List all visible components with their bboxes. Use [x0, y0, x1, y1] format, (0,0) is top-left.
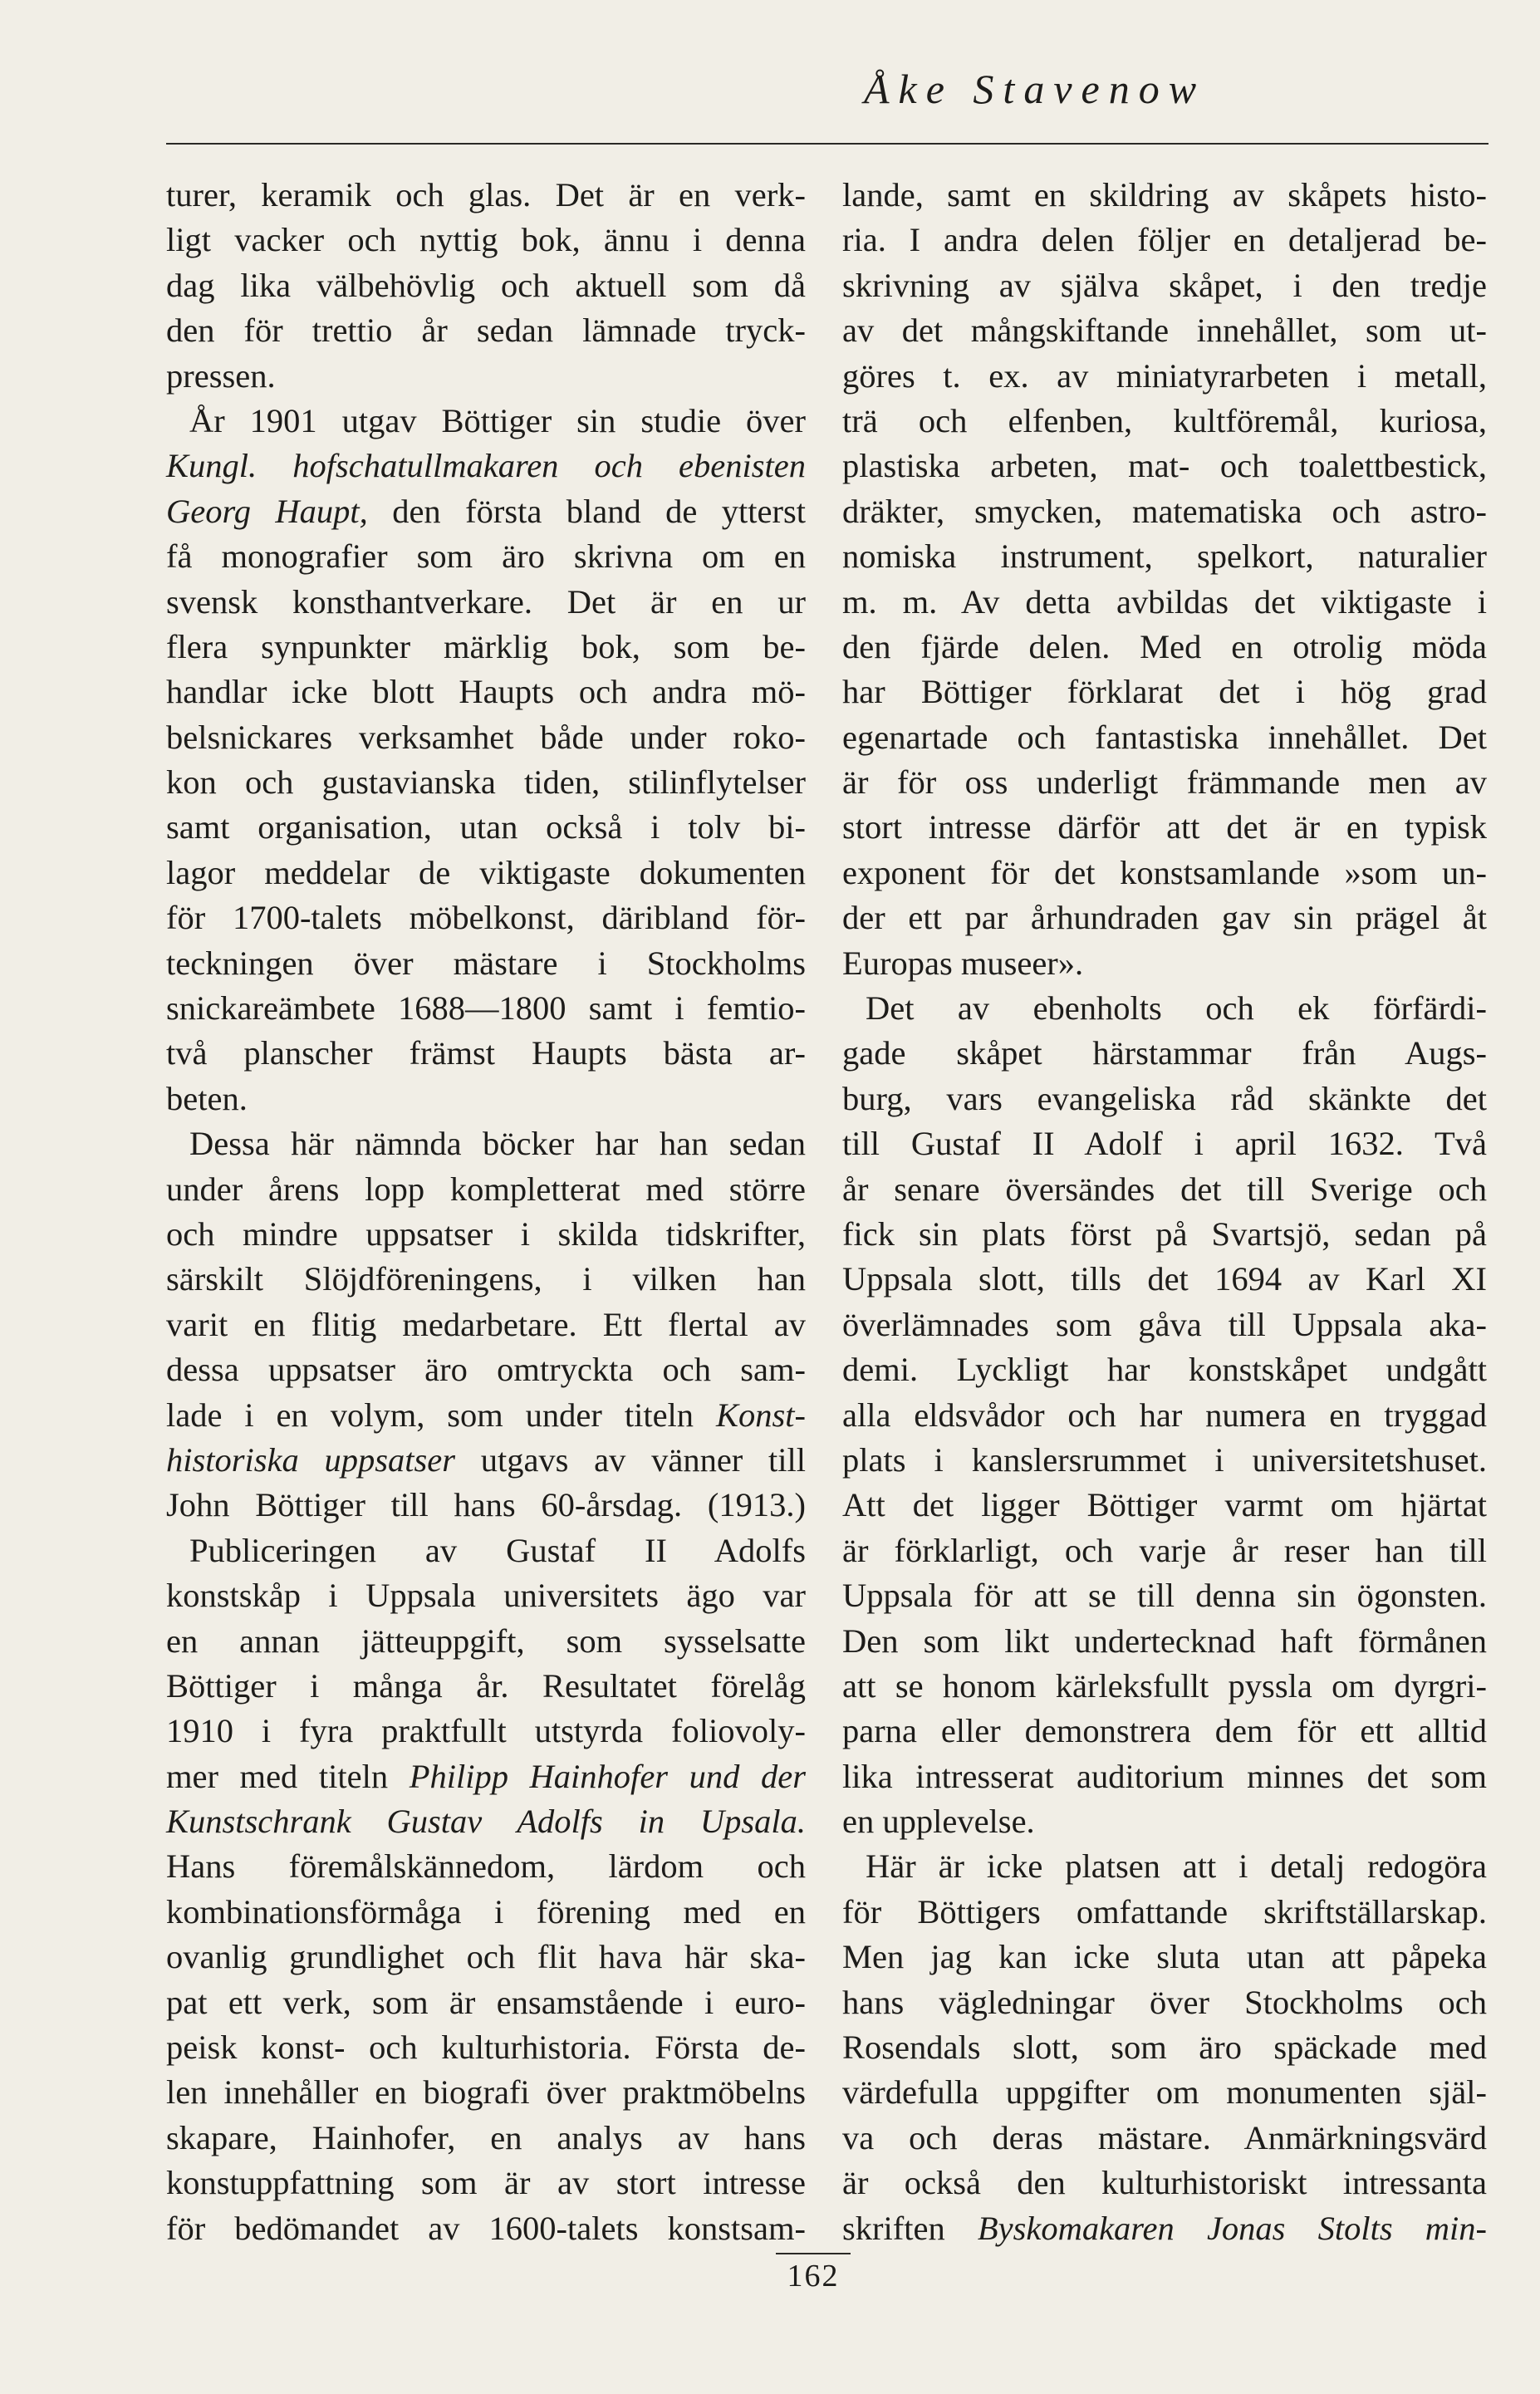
text-line: nomiska instrument, spelkort, naturalier	[842, 537, 1487, 576]
running-head-author: Åke Stavenow	[864, 66, 1206, 112]
text-line: mer med titeln Philipp Hainhofer und der	[166, 1757, 806, 1795]
text-line: Men jag kan icke sluta utan att påpeka	[842, 1938, 1487, 1976]
text-line: en upplevelse.	[842, 1803, 1035, 1841]
text-line: en annan jätteuppgift, som sysselsatte	[166, 1621, 806, 1660]
page-number: 162	[787, 2259, 840, 2293]
text-line: Publiceringen av Gustaf II Adolfs	[189, 1531, 806, 1569]
text-line: burg, vars evangeliska råd skänkte det	[842, 1079, 1487, 1117]
text-line: Uppsala slott, tills det 1694 av Karl XI	[842, 1260, 1487, 1298]
text-line: m. m. Av detta avbildas det viktigaste i	[842, 582, 1487, 621]
text-line: Uppsala för att se till denna sin ögonsten.	[842, 1577, 1487, 1615]
text-line: Att det ligger Böttiger varmt om hjärtat	[842, 1486, 1487, 1524]
text-line: lika intresserat auditorium minnes det som	[842, 1757, 1487, 1795]
text-line: flera synpunkter märklig bok, som be-	[166, 627, 806, 665]
text-line: värdefulla uppgifter om monumenten själ-	[842, 2073, 1487, 2112]
text-line: Det av ebenholts och ek förfärdi-	[866, 989, 1487, 1028]
text-line: lagor meddelar de viktigaste dokumenten	[166, 853, 806, 891]
text-line: der ett par århundraden gav sin prägel åt	[842, 899, 1487, 937]
text-line: Kunstschrank Gustav Adolfs in Upsala.	[166, 1803, 806, 1841]
text-line: alla eldsvådor och har numera en tryggad	[842, 1396, 1487, 1434]
text-line: Här är icke platsen att i detalj redogöra	[866, 1847, 1487, 1886]
text-line: för 1700-talets möbelkonst, däribland för-	[166, 899, 806, 937]
text-line: göres t. ex. av miniatyrarbeten i metall,	[842, 356, 1487, 395]
text-line: konstskåp i Uppsala universitets ägo var	[166, 1577, 806, 1615]
text-line: teckningen över mästare i Stockholms	[166, 944, 806, 982]
text-line: skapare, Hainhofer, en analys av hans	[166, 2118, 806, 2156]
text-line: exponent för det konstsamlande »som un-	[842, 853, 1487, 891]
text-line: Europas museer».	[842, 944, 1084, 982]
text-line: få monografier som äro skrivna om en	[166, 537, 806, 576]
text-line: John Böttiger till hans 60-årsdag. (1913.)	[166, 1486, 806, 1524]
page-number-rule	[776, 2253, 851, 2254]
text-line: peisk konst- och kulturhistoria. Första de-	[166, 2029, 806, 2067]
text-line: samt organisation, utan också i tolv bi-	[166, 808, 806, 846]
text-line: har Böttiger förklarat det i hög grad	[842, 673, 1487, 711]
right-text-column	[842, 173, 1487, 2251]
text-line: är förklarligt, och varje år reser han till	[842, 1531, 1487, 1569]
text-line: överlämnades som gåva till Uppsala aka-	[842, 1305, 1487, 1343]
text-line: Kungl. hofschatullmakaren och ebenisten	[166, 447, 806, 485]
text-line: dräkter, smycken, matematiska och astro-	[842, 492, 1487, 530]
left-text-column	[166, 173, 806, 2251]
text-line: hans vägledningar över Stockholms och	[842, 1983, 1487, 2021]
text-line: pressen.	[166, 356, 276, 395]
text-line: skriften Byskomakaren Jonas Stolts min-	[842, 2209, 1487, 2247]
text-line: år senare översändes det till Sverige och	[842, 1170, 1487, 1208]
text-line: demi. Lyckligt har konstskåpet undgått	[842, 1351, 1487, 1389]
text-line: gade skåpet härstammar från Augs-	[842, 1034, 1487, 1072]
text-line: Dessa här nämnda böcker har han sedan	[189, 1125, 806, 1163]
text-line: parna eller demonstrera dem för ett alltid	[842, 1712, 1487, 1750]
text-line: konstuppfattning som är av stort intresse	[166, 2164, 806, 2202]
text-line: Böttiger i många år. Resultatet förelåg	[166, 1666, 806, 1705]
text-line: belsnickares verksamhet både under roko-	[166, 718, 806, 756]
text-line: plastiska arbeten, mat- och toalettbestick,	[842, 447, 1487, 485]
text-line: kon och gustavianska tiden, stilinflytelser	[166, 763, 806, 802]
text-line: handlar icke blott Haupts och andra mö-	[166, 673, 806, 711]
text-line: för bedömandet av 1600-talets konstsam-	[166, 2209, 806, 2247]
text-line: två planscher främst Haupts bästa ar-	[166, 1034, 806, 1072]
text-line: stort intresse därför att det är en typisk	[842, 808, 1487, 846]
text-line: är för oss underligt främmande men av	[842, 763, 1487, 802]
text-line: under årens lopp kompletterat med större	[166, 1170, 806, 1208]
text-line: lande, samt en skildring av skåpets histo-	[842, 176, 1487, 213]
text-line: av det mångskiftande innehållet, som ut-	[842, 312, 1487, 350]
text-line: pat ett verk, som är ensamstående i euro-	[166, 1983, 806, 2021]
text-line: för Böttigers omfattande skriftställarskap.	[842, 1892, 1487, 1930]
text-line: egenartade och fantastiska innehållet. Det	[842, 718, 1487, 756]
text-line: snickareämbete 1688—1800 samt i femtio-	[166, 989, 806, 1028]
text-line: ligt vacker och nyttig bok, ännu i denna	[166, 221, 806, 259]
text-line: skrivning av själva skåpet, i den tredje	[842, 266, 1487, 304]
text-line: och mindre uppsatser i skilda tidskrifter,	[166, 1214, 806, 1253]
text-line: till Gustaf II Adolf i april 1632. Två	[842, 1125, 1487, 1163]
text-line: Den som likt undertecknad haft förmånen	[842, 1621, 1487, 1660]
text-line: va och deras mästare. Anmärkningsvärd	[842, 2118, 1487, 2156]
text-line: Hans föremålskännedom, lärdom och	[166, 1847, 806, 1886]
text-line: turer, keramik och glas. Det är en verk-	[166, 176, 806, 213]
text-line: den för trettio år sedan lämnade tryck-	[166, 312, 806, 350]
text-line: ovanlig grundlighet och flit hava här ska-	[166, 1938, 806, 1976]
text-line: plats i kanslersrummet i universitetshuset.	[842, 1440, 1487, 1479]
text-line: särskilt Slöjdföreningens, i vilken han	[166, 1260, 806, 1298]
text-line: len innehåller en biografi över praktmöbelns	[166, 2073, 806, 2112]
text-line: trä och elfenben, kultföremål, kuriosa,	[842, 401, 1487, 439]
text-line: 1910 i fyra praktfullt utstyrda foliovoly-	[166, 1712, 806, 1750]
header-rule	[166, 143, 1489, 145]
text-line: År 1901 utgav Böttiger sin studie över	[189, 401, 806, 439]
text-line: att se honom kärleksfullt pyssla om dyrgri-	[842, 1666, 1487, 1705]
text-line: historiska uppsatser utgavs av vänner till	[166, 1440, 806, 1479]
text-line: varit en flitig medarbetare. Ett flertal av	[166, 1305, 806, 1343]
text-line: den fjärde delen. Med en otrolig möda	[842, 627, 1487, 665]
text-line: ria. I andra delen följer en detaljerad be-	[842, 221, 1487, 259]
text-line: dag lika välbehövlig och aktuell som då	[166, 266, 806, 304]
text-line: Rosendals slott, som äro späckade med	[842, 2029, 1487, 2067]
text-line: är också den kulturhistoriskt intressanta	[842, 2164, 1487, 2202]
text-line: dessa uppsatser äro omtryckta och sam-	[166, 1351, 806, 1389]
text-line: Georg Haupt, den första bland de ytterst	[166, 492, 807, 530]
text-line: fick sin plats först på Svartsjö, sedan på	[842, 1214, 1487, 1253]
text-line: kombinationsförmåga i förening med en	[166, 1892, 806, 1930]
text-line: beten.	[166, 1079, 248, 1117]
text-line: svensk konsthantverkare. Det är en ur	[166, 582, 806, 621]
text-line: lade i en volym, som under titeln Konst-	[166, 1396, 806, 1434]
